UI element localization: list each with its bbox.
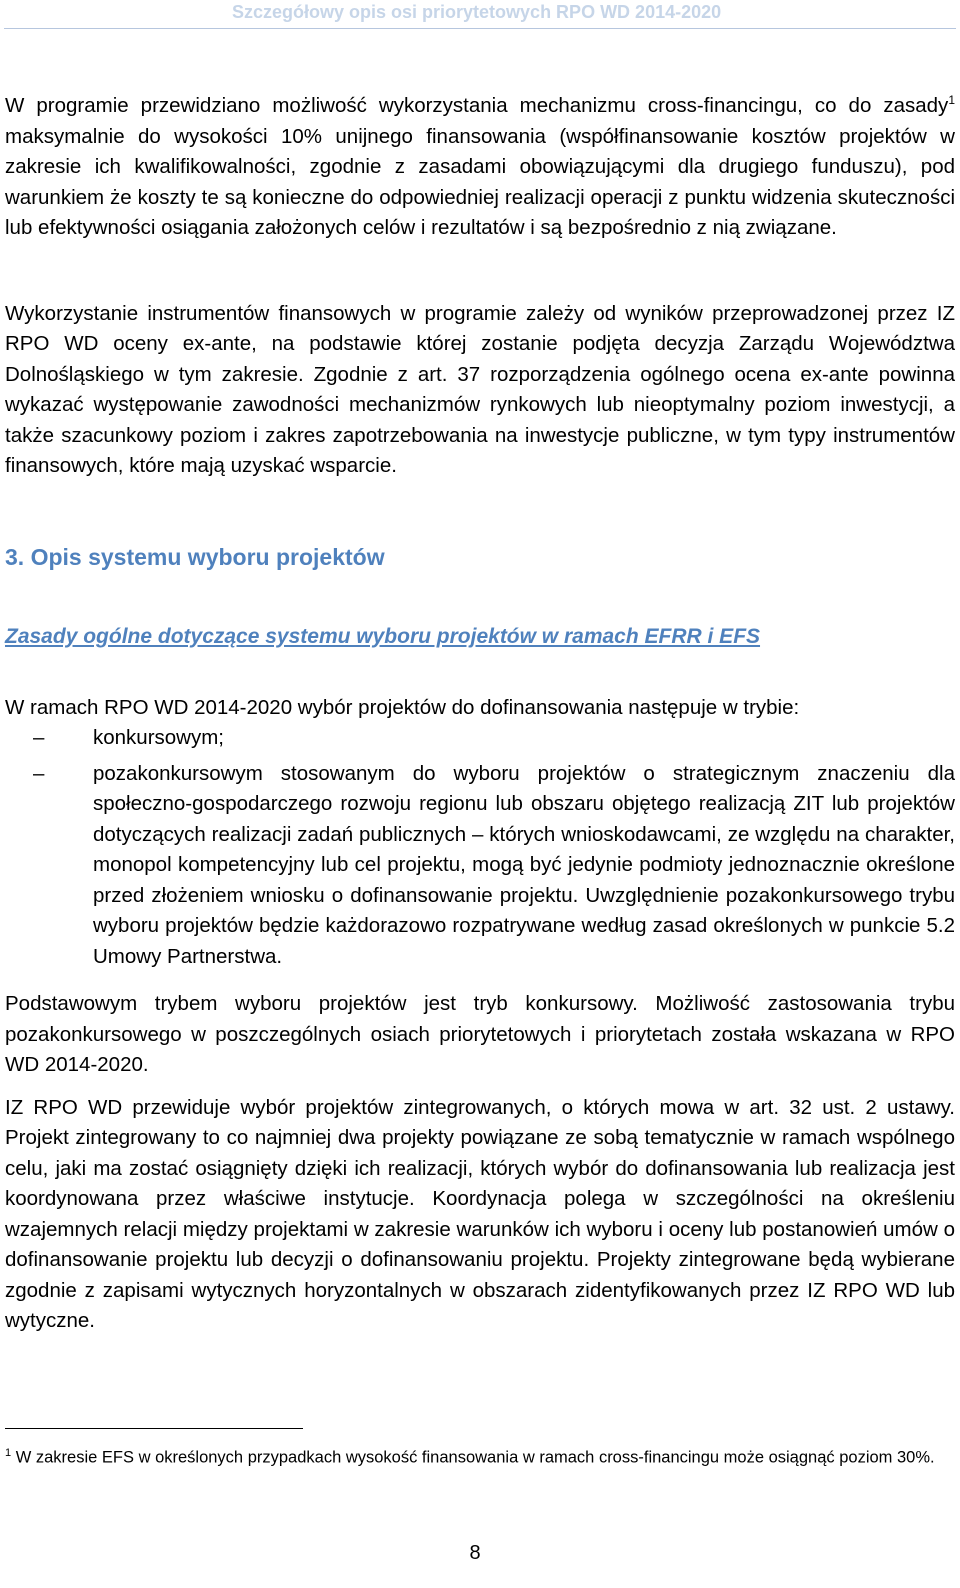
- paragraph-cross-financing-text-b: maksymalnie do wysokości 10% unijnego finansowania (współfinansowanie kosztów projektów w zakresie ich kwalifikowalności, zgodnie z zasadami obowiązującymi dla drugiego funduszu), pod warunkiem że koszty te są konieczne do odpowiedniej realizacji operacji z punktu widzenia skuteczności lub efektywności osiągania założonych celów i rezultatów i są bezpośrednio z nią związane.: [5, 124, 955, 239]
- subsection-heading: Zasady ogólne dotyczące systemu wyboru projektów w ramach EFRR i EFS: [5, 624, 761, 648]
- section-heading: 3. Opis systemu wyboru projektów: [5, 543, 385, 570]
- selection-modes-list: [5, 723, 955, 972]
- paragraph-basic-mode: Podstawowym trybem wyboru projektów jest tryb konkursowy. Możliwość zastosowania trybu pozakonkursowego w poszczególnych osiach priorytetowych i priorytetach została wskazana w RPO WD 2014-2020.: [5, 992, 955, 1076]
- paragraph-cross-financing-text-a: W programie przewidziano możliwość wykorzystania mechanizmu cross-financingu, co do zasady: [5, 94, 949, 117]
- footnote-separator: [5, 1428, 303, 1429]
- document-body: [5, 91, 955, 1337]
- paragraph-financial-instruments: Wykorzystanie instrumentów finansowych w programie zależy od wyników przeprowadzonej przez IZ RPO WD oceny ex-ante, na podstawie której zostanie podjęta decyzja Zarządu Województwa Dolnośląskiego w tym zakresie. Zgodnie z art. 37 rozporządzenia ogólnego ocena ex-ante powinna wykazać występowanie zawodności mechanizmów rynkowych lub nieoptymalny poziom inwestycji, a także szacunkowy poziom i zakres zapotrzebowania na inwestycje publiczne, w tym typy instrumentów finansowych, które mają uzyskać wsparcie.: [5, 301, 955, 477]
- list-item: [5, 723, 955, 754]
- footnote-mark: 1: [5, 1447, 12, 1459]
- list-item-text: pozakonkursowym stosowanym do wyboru projektów o strategicznym znaczeniu dla społeczno-gospodarczego rozwoju regionu lub obszaru objętego realizacją ZIT lub projektów dotyczących realizacji zadań publicznych – których wnioskodawcami, ze względu na charakter, monopol kompetencyjny lub cel projektu, mogą być jedynie podmioty jednoznacznie określone przed złożeniem wniosku o dofinansowanie projektu. Uwzględnienie pozakonkursowego trybu wyboru projektów będzie każdorazowo rozpatrywane według zasad określonych w punkcie 5.2 Umowy Partnerstwa.: [93, 761, 955, 968]
- paragraph-cross-financing: [5, 91, 955, 244]
- footnote-text: W zakresie EFS w określonych przypadkach wysokość finansowania w ramach cross-financingu może osiągnąć poziom 30%.: [11, 1448, 935, 1467]
- paragraph-integrated-projects: IZ RPO WD przewiduje wybór projektów zintegrowanych, o których mowa w art. 32 ust. 2 ustawy. Projekt zintegrowany to co najmniej dwa projekty powiązane ze sobą tematycznie w ramach wspólnego celu, jaki ma zostać osiągnięty dzięki ich realizacji, których wybór do dofinansowania lub realizacja jest koordynowana przez właściwe instytucje. Koordynacja polega w szczególności na określeniu wzajemnych relacji między projektami w zakresie warunków ich wyboru i oceny lub postanowień umów o dofinansowanie projektu lub decyzji o dofinansowaniu projektu. Projekty zintegrowane będą wybierane zgodnie z zapisami wytycznych horyzontalnych w obszarach zidentyfikowanych przez IZ RPO WD lub wytyczne.: [5, 1095, 955, 1332]
- dash-bullet: –: [33, 761, 45, 785]
- footnote: [5, 1440, 945, 1472]
- header-title: Szczegółowy opis osi priorytetowych RPO WD 2014-2020: [232, 2, 722, 22]
- list-item-text: konkursowym;: [93, 726, 225, 749]
- footnote-reference[interactable]: 1: [948, 93, 955, 108]
- dash-bullet: –: [33, 726, 45, 749]
- page-number: 8: [469, 1542, 481, 1564]
- list-item: [5, 759, 955, 973]
- page-header: [0, 0, 960, 30]
- selection-modes-intro: W ramach RPO WD 2014-2020 wybór projektów do dofinansowania następuje w trybie:: [5, 695, 800, 719]
- header-divider: [4, 28, 956, 29]
